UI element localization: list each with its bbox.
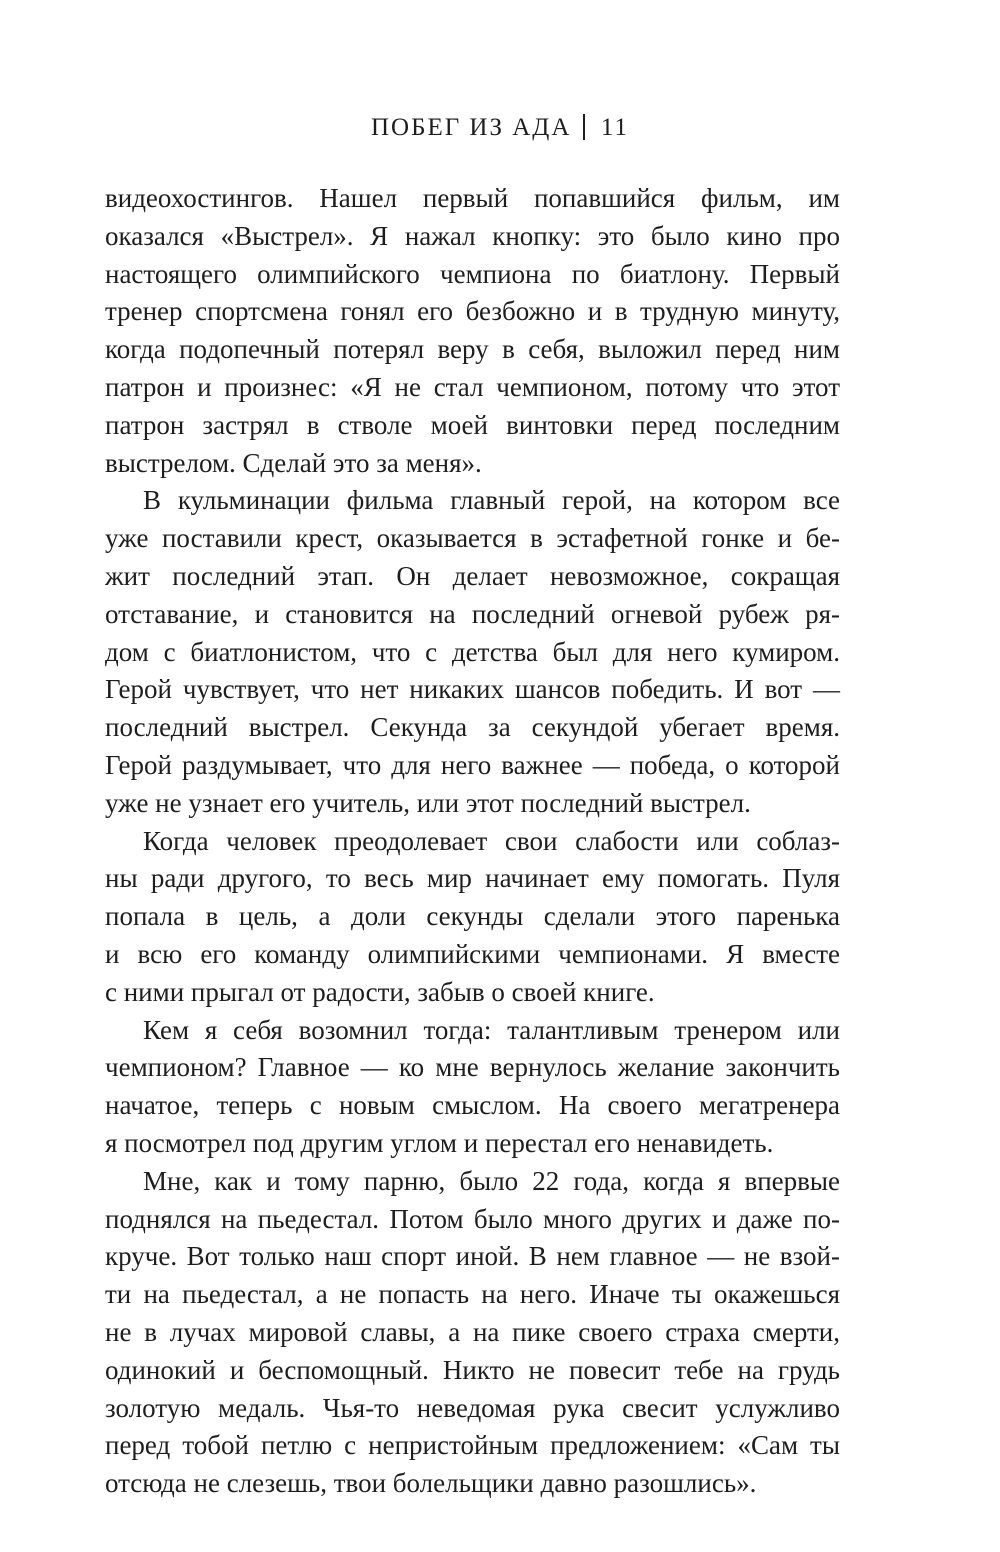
text-line: поднялся на пьедестал. Потом было много других и даже по- bbox=[105, 1203, 840, 1234]
text-line: дом с биатлонистом, что с детства был для него кумиром. bbox=[105, 636, 840, 667]
running-head bbox=[0, 112, 1000, 144]
page-number: 11 bbox=[600, 114, 629, 141]
body-text bbox=[105, 180, 840, 1503]
text-line: патрон застрял в стволе моей винтовки перед последним bbox=[105, 409, 840, 440]
paragraph-4 bbox=[105, 1012, 840, 1163]
text-line: тренер спортсмена гонял его безбожно и в трудную минуту, bbox=[105, 296, 840, 327]
text-line: золотую медаль. Чья-то неведомая рука свесит услужливо bbox=[105, 1392, 840, 1423]
text-line: одинокий и беспомощный. Никто не повесит тебе на грудь bbox=[105, 1354, 840, 1385]
text-line: Герой чувствует, что нет никаких шансов победить. И вот — bbox=[105, 674, 840, 705]
text-line: Герой раздумывает, что для него важнее — победа, о которой bbox=[105, 749, 840, 780]
paragraph-5 bbox=[105, 1163, 840, 1503]
text-line: когда подопечный потерял веру в себя, выложил перед ним bbox=[105, 334, 840, 365]
text-line: оказался «Выстрел». Я нажал кнопку: это было кино про bbox=[105, 220, 840, 251]
running-title: ПОБЕГ ИЗ АДА bbox=[370, 114, 572, 141]
text-line: уже не узнает его учитель, или этот последний выстрел. bbox=[105, 787, 751, 818]
text-line: я посмотрел под другим углом и перестал его ненавидеть. bbox=[105, 1127, 774, 1158]
paragraph-3 bbox=[105, 823, 840, 1012]
text-line: выстрелом. Сделай это за меня». bbox=[105, 447, 482, 478]
text-line: не в лучах мировой славы, а на пике своего страха смерти, bbox=[105, 1316, 840, 1347]
text-line: ны ради другого, то весь мир начинает ему помогать. Пуля bbox=[105, 863, 840, 894]
text-line: круче. Вот только наш спорт иной. В нем главное — не взой- bbox=[105, 1241, 840, 1272]
header-separator bbox=[583, 114, 585, 140]
text-line: патрон и произнес: «Я не стал чемпионом, потому что этот bbox=[105, 371, 840, 402]
text-line: видеохостингов. Нашел первый попавшийся фильм, им bbox=[105, 183, 840, 213]
text-line: перед тобой петлю с непристойным предложением: «Сам ты bbox=[105, 1430, 840, 1461]
text-line: начатое, теперь с новым смыслом. На своего мегатренера bbox=[105, 1090, 840, 1121]
text-line: с ними прыгал от радости, забыв о своей книге. bbox=[105, 976, 655, 1007]
text-line: последний выстрел. Секунда за секундой убегает время. bbox=[105, 712, 840, 743]
text-line: Когда человек преодолевает свои слабости или соблаз- bbox=[143, 825, 840, 856]
text-line: ти на пьедестал, а не попасть на него. Иначе ты окажешься bbox=[105, 1279, 840, 1310]
text-line: В кульминации фильма главный герой, на котором все bbox=[143, 485, 840, 516]
text-line: попала в цель, а доли секунды сделали этого паренька bbox=[105, 901, 840, 932]
paragraph-1 bbox=[105, 180, 840, 482]
text-line: уже поставили крест, оказывается в эстафетной гонке и бе- bbox=[105, 523, 840, 554]
text-line: чемпионом? Главное — ко мне вернулось желание закончить bbox=[105, 1052, 840, 1083]
text-line: жит последний этап. Он делает невозможное, сокращая bbox=[105, 560, 840, 591]
paragraph-2 bbox=[105, 482, 840, 822]
text-line: отставание, и становится на последний огневой рубеж ря- bbox=[105, 598, 840, 629]
text-line: и всю его команду олимпийскими чемпионами. Я вместе bbox=[105, 938, 840, 969]
text-line: отсюда не слезешь, твои болельщики давно разошлись». bbox=[105, 1468, 757, 1499]
text-line: настоящего олимпийского чемпиона по биатлону. Первый bbox=[105, 258, 840, 289]
text-line: Кем я себя возомнил тогда: талантливым тренером или bbox=[143, 1014, 840, 1045]
text-line: Мне, как и тому парню, было 22 года, когда я впервые bbox=[143, 1165, 840, 1196]
